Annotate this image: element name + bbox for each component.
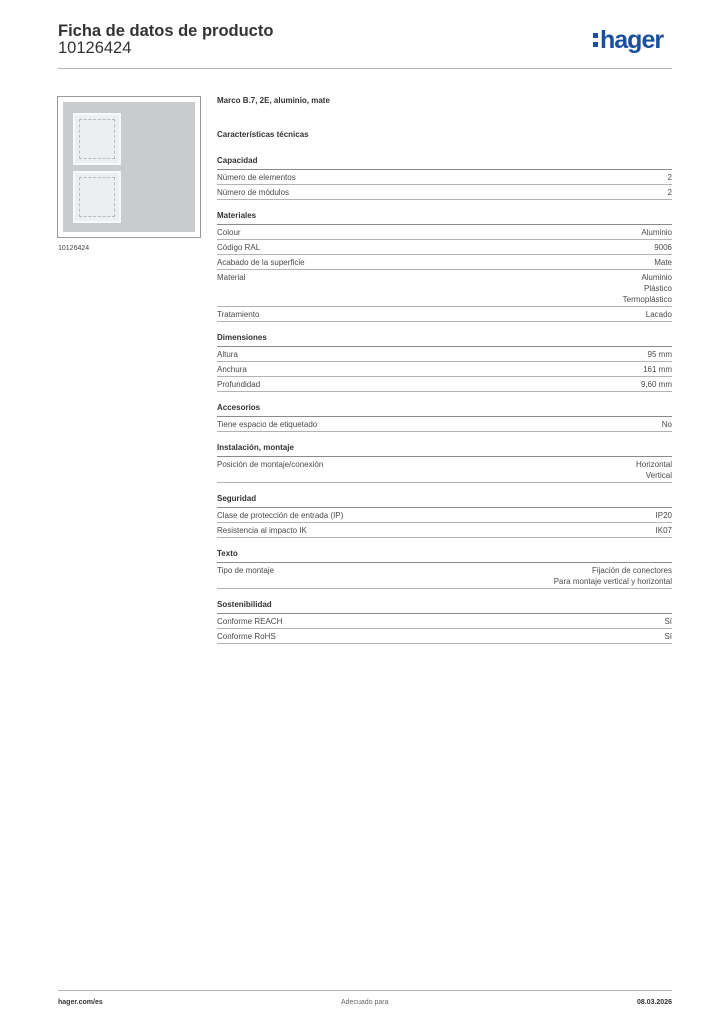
spec-label: Clase de protección de entrada (IP) <box>217 511 344 520</box>
spec-row <box>217 457 672 483</box>
logo-dots-icon <box>593 33 598 47</box>
spec-section <box>217 494 672 538</box>
spec-row <box>217 508 672 523</box>
page-title: Ficha de datos de producto <box>58 22 274 40</box>
spec-row <box>217 255 672 270</box>
spec-values <box>664 616 672 627</box>
spec-values <box>662 419 672 430</box>
spec-label: Altura <box>217 350 238 359</box>
spec-value: Para montaje vertical y horizontal <box>553 577 672 586</box>
section-title: Capacidad <box>217 156 672 170</box>
spec-values <box>654 242 672 253</box>
spec-value: Horizontal <box>635 460 672 469</box>
spec-value: Sí <box>664 617 672 626</box>
spec-values <box>654 257 672 268</box>
technical-characteristics-heading: Características técnicas <box>217 130 309 139</box>
spec-values <box>668 187 672 198</box>
section-title: Accesorios <box>217 403 672 417</box>
section-title: Dimensiones <box>217 333 672 347</box>
spec-label: Posición de montaje/conexión <box>217 460 324 469</box>
spec-value: Aluminio <box>641 273 672 282</box>
spec-label: Número de elementos <box>217 173 296 182</box>
footer-divider <box>58 990 672 991</box>
spec-row <box>217 523 672 538</box>
spec-row <box>217 270 672 307</box>
spec-row <box>217 563 672 589</box>
section-title: Texto <box>217 549 672 563</box>
spec-values <box>623 272 672 305</box>
spec-value: 95 mm <box>647 350 672 359</box>
footer-date: 08.03.2026 <box>636 999 672 1006</box>
spec-value: Lacado <box>645 310 672 319</box>
spec-value: 161 mm <box>643 365 672 374</box>
spec-label: Tipo de montaje <box>217 566 275 575</box>
spec-value: Mate <box>654 258 672 267</box>
spec-values <box>641 227 672 238</box>
spec-value: 9,60 mm <box>640 380 672 389</box>
product-name: Marco B.7, 2E, aluminio, mate <box>217 96 330 105</box>
spec-value: 9006 <box>654 243 672 252</box>
spec-values <box>668 172 672 183</box>
logo-text: hager <box>600 26 664 54</box>
spec-values <box>656 525 672 536</box>
spec-value: Fijación de conectores <box>591 566 672 575</box>
spec-row <box>217 170 672 185</box>
spec-section <box>217 600 672 644</box>
product-image-caption: 10126424 <box>58 245 90 252</box>
section-title: Instalación, montaje <box>217 443 672 457</box>
frame-opening-bottom <box>73 171 121 223</box>
spec-row <box>217 185 672 200</box>
spec-row <box>217 377 672 392</box>
spec-value: 2 <box>667 173 672 182</box>
spec-value: Sí <box>664 632 672 641</box>
spec-value: No <box>661 420 672 429</box>
section-title: Seguridad <box>217 494 672 508</box>
spec-values <box>646 309 672 320</box>
section-title: Materiales <box>217 211 672 225</box>
article-number: 10126424 <box>58 39 132 57</box>
spec-value: IP20 <box>655 511 672 520</box>
footer-suitable-for: Adecuado para <box>341 999 389 1006</box>
spec-row <box>217 362 672 377</box>
spec-label: Acabado de la superficie <box>217 258 305 267</box>
spec-value: Termoplástico <box>622 295 672 304</box>
spec-values <box>648 349 672 360</box>
spec-row <box>217 347 672 362</box>
spec-value: 2 <box>667 188 672 197</box>
spec-value: IK07 <box>655 526 672 535</box>
spec-section <box>217 403 672 432</box>
product-image <box>57 96 201 238</box>
spec-row <box>217 225 672 240</box>
spec-label: Colour <box>217 228 241 237</box>
spec-sections <box>217 156 672 644</box>
spec-section <box>217 333 672 392</box>
spec-label: Código RAL <box>217 243 261 252</box>
section-title: Sostenibilidad <box>217 600 672 614</box>
hager-logo[interactable] <box>593 26 663 56</box>
spec-value: Vertical <box>645 471 672 480</box>
spec-section <box>217 156 672 200</box>
double-frame-image <box>63 102 195 232</box>
spec-row <box>217 307 672 322</box>
spec-values <box>656 510 672 521</box>
spec-value: Plástico <box>643 284 672 293</box>
spec-label: Conforme REACH <box>217 617 283 626</box>
spec-row <box>217 417 672 432</box>
spec-values <box>554 565 672 587</box>
spec-values <box>664 631 672 642</box>
spec-value: Aluminio <box>641 228 672 237</box>
footer-website-link[interactable]: hager.com/es <box>58 999 103 1006</box>
spec-label: Tiene espacio de etiquetado <box>217 420 318 429</box>
spec-label: Anchura <box>217 365 247 374</box>
spec-label: Profundidad <box>217 380 261 389</box>
spec-values <box>636 459 672 481</box>
spec-content <box>217 96 672 655</box>
spec-values <box>643 364 672 375</box>
spec-section <box>217 549 672 589</box>
spec-row <box>217 240 672 255</box>
spec-row <box>217 614 672 629</box>
spec-label: Número de módulos <box>217 188 290 197</box>
spec-section <box>217 443 672 483</box>
spec-label: Resistencia al impacto IK <box>217 526 307 535</box>
frame-opening-top <box>73 113 121 165</box>
spec-section <box>217 211 672 322</box>
spec-row <box>217 629 672 644</box>
spec-label: Material <box>217 273 246 282</box>
header-divider <box>58 68 672 69</box>
spec-values <box>641 379 672 390</box>
spec-label: Tratamiento <box>217 310 260 319</box>
spec-label: Conforme RoHS <box>217 632 276 641</box>
